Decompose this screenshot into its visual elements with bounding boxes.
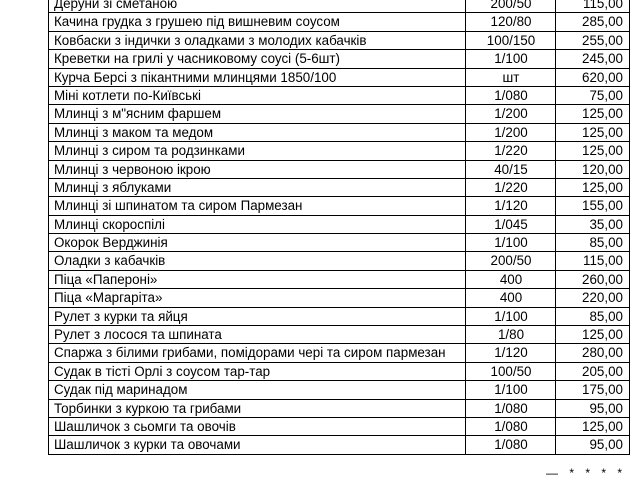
dish-name-cell: Спаржа з білими грибами, помідорами чері та сиром пармезан: [49, 344, 466, 362]
price-cell: 125,00: [556, 123, 630, 141]
table-row: [49, 417, 630, 435]
table-row: [49, 270, 630, 288]
table-row: [49, 326, 630, 344]
portion-cell: 1/100: [466, 381, 556, 399]
price-cell: 245,00: [556, 50, 630, 68]
dish-name-cell: Млинці з червоною ікрою: [49, 160, 466, 178]
portion-cell: 1/200: [466, 105, 556, 123]
table-row: [49, 381, 630, 399]
table-row: [49, 123, 630, 141]
portion-cell: 40/15: [466, 160, 556, 178]
dish-name-cell: Міні котлети по-Київські: [49, 86, 466, 104]
table-row: [49, 50, 630, 68]
dish-name-cell: Млинці скороспілі: [49, 215, 466, 233]
dish-name-cell: Млинці з яблуками: [49, 178, 466, 196]
menu-table-body: [49, 0, 630, 454]
price-cell: 220,00: [556, 289, 630, 307]
table-row: [49, 215, 630, 233]
price-cell: 125,00: [556, 142, 630, 160]
dish-name-cell: Млинці з м"ясним фаршем: [49, 105, 466, 123]
portion-cell: 1/120: [466, 197, 556, 215]
price-cell: 115,00: [556, 252, 630, 270]
dish-name-cell: Окорок Верджинія: [49, 234, 466, 252]
portion-cell: 1/100: [466, 50, 556, 68]
dish-name-cell: Курча Берсі з пікантними млинцями 1850/100: [49, 68, 466, 86]
table-row: [49, 160, 630, 178]
table-row: [49, 31, 630, 49]
table-row: [49, 289, 630, 307]
price-cell: 125,00: [556, 417, 630, 435]
price-cell: 75,00: [556, 86, 630, 104]
portion-cell: 1/120: [466, 344, 556, 362]
table-row: [49, 307, 630, 325]
price-cell: 285,00: [556, 13, 630, 31]
price-cell: 620,00: [556, 68, 630, 86]
dish-name-cell: Качина грудка з грушею під вишневим соусом: [49, 13, 466, 31]
dish-name-cell: Рулет з курки та яйця: [49, 307, 466, 325]
price-cell: 35,00: [556, 215, 630, 233]
dish-name-cell: Судак під маринадом: [49, 381, 466, 399]
portion-cell: 1/080: [466, 436, 556, 454]
portion-cell: 1/080: [466, 399, 556, 417]
portion-cell: 200/50: [466, 252, 556, 270]
price-cell: 125,00: [556, 326, 630, 344]
footer-mark: — * * * *: [545, 466, 626, 480]
dish-name-cell: Торбинки з куркою та грибами: [49, 399, 466, 417]
dish-name-cell: Рулет з лосося та шпината: [49, 326, 466, 344]
dish-name-cell: Піца «Маргаріта»: [49, 289, 466, 307]
portion-cell: 120/80: [466, 13, 556, 31]
table-row: [49, 105, 630, 123]
table-row: [49, 344, 630, 362]
table-row: [49, 436, 630, 454]
portion-cell: шт: [466, 68, 556, 86]
table-row: [49, 362, 630, 380]
table-row: [49, 178, 630, 196]
price-cell: 280,00: [556, 344, 630, 362]
portion-cell: 1/80: [466, 326, 556, 344]
price-cell: 175,00: [556, 381, 630, 399]
dish-name-cell: Шашличок з сьомги та овочів: [49, 417, 466, 435]
price-cell: 155,00: [556, 197, 630, 215]
price-cell: 115,00: [556, 0, 630, 13]
table-row: [49, 142, 630, 160]
portion-cell: 1/100: [466, 307, 556, 325]
price-cell: 255,00: [556, 31, 630, 49]
dish-name-cell: Млинці зі шпинатом та сиром Пармезан: [49, 197, 466, 215]
price-cell: 95,00: [556, 436, 630, 454]
portion-cell: 400: [466, 289, 556, 307]
dish-name-cell: Млинці з сиром та родзинками: [49, 142, 466, 160]
table-row: [49, 399, 630, 417]
table-row: [49, 197, 630, 215]
table-row: [49, 86, 630, 104]
dish-name-cell: Деруни зі сметаною: [49, 0, 466, 13]
price-cell: 95,00: [556, 399, 630, 417]
dish-name-cell: Шашличок з курки та овочами: [49, 436, 466, 454]
portion-cell: 1/080: [466, 86, 556, 104]
price-cell: 260,00: [556, 270, 630, 288]
portion-cell: 1/200: [466, 123, 556, 141]
dish-name-cell: Піца «Папероні»: [49, 270, 466, 288]
table-row: [49, 0, 630, 13]
dish-name-cell: Оладки з кабачків: [49, 252, 466, 270]
price-cell: 120,00: [556, 160, 630, 178]
portion-cell: 1/080: [466, 417, 556, 435]
portion-cell: 1/220: [466, 178, 556, 196]
portion-cell: 100/150: [466, 31, 556, 49]
portion-cell: 1/220: [466, 142, 556, 160]
menu-table: [48, 0, 630, 455]
dish-name-cell: Млинці з маком та медом: [49, 123, 466, 141]
dish-name-cell: Креветки на грилі у часниковому соусі (5-6шт): [49, 50, 466, 68]
table-row: [49, 68, 630, 86]
price-cell: 205,00: [556, 362, 630, 380]
table-row: [49, 234, 630, 252]
portion-cell: 1/100: [466, 234, 556, 252]
dish-name-cell: Судак в тісті Орлі з соусом тар-тар: [49, 362, 466, 380]
price-cell: 85,00: [556, 234, 630, 252]
dish-name-cell: Ковбаски з індички з оладками з молодих кабачків: [49, 31, 466, 49]
table-row: [49, 13, 630, 31]
portion-cell: 200/50: [466, 0, 556, 13]
portion-cell: 1/045: [466, 215, 556, 233]
price-cell: 125,00: [556, 105, 630, 123]
price-cell: 125,00: [556, 178, 630, 196]
portion-cell: 100/50: [466, 362, 556, 380]
portion-cell: 400: [466, 270, 556, 288]
table-row: [49, 252, 630, 270]
price-cell: 85,00: [556, 307, 630, 325]
